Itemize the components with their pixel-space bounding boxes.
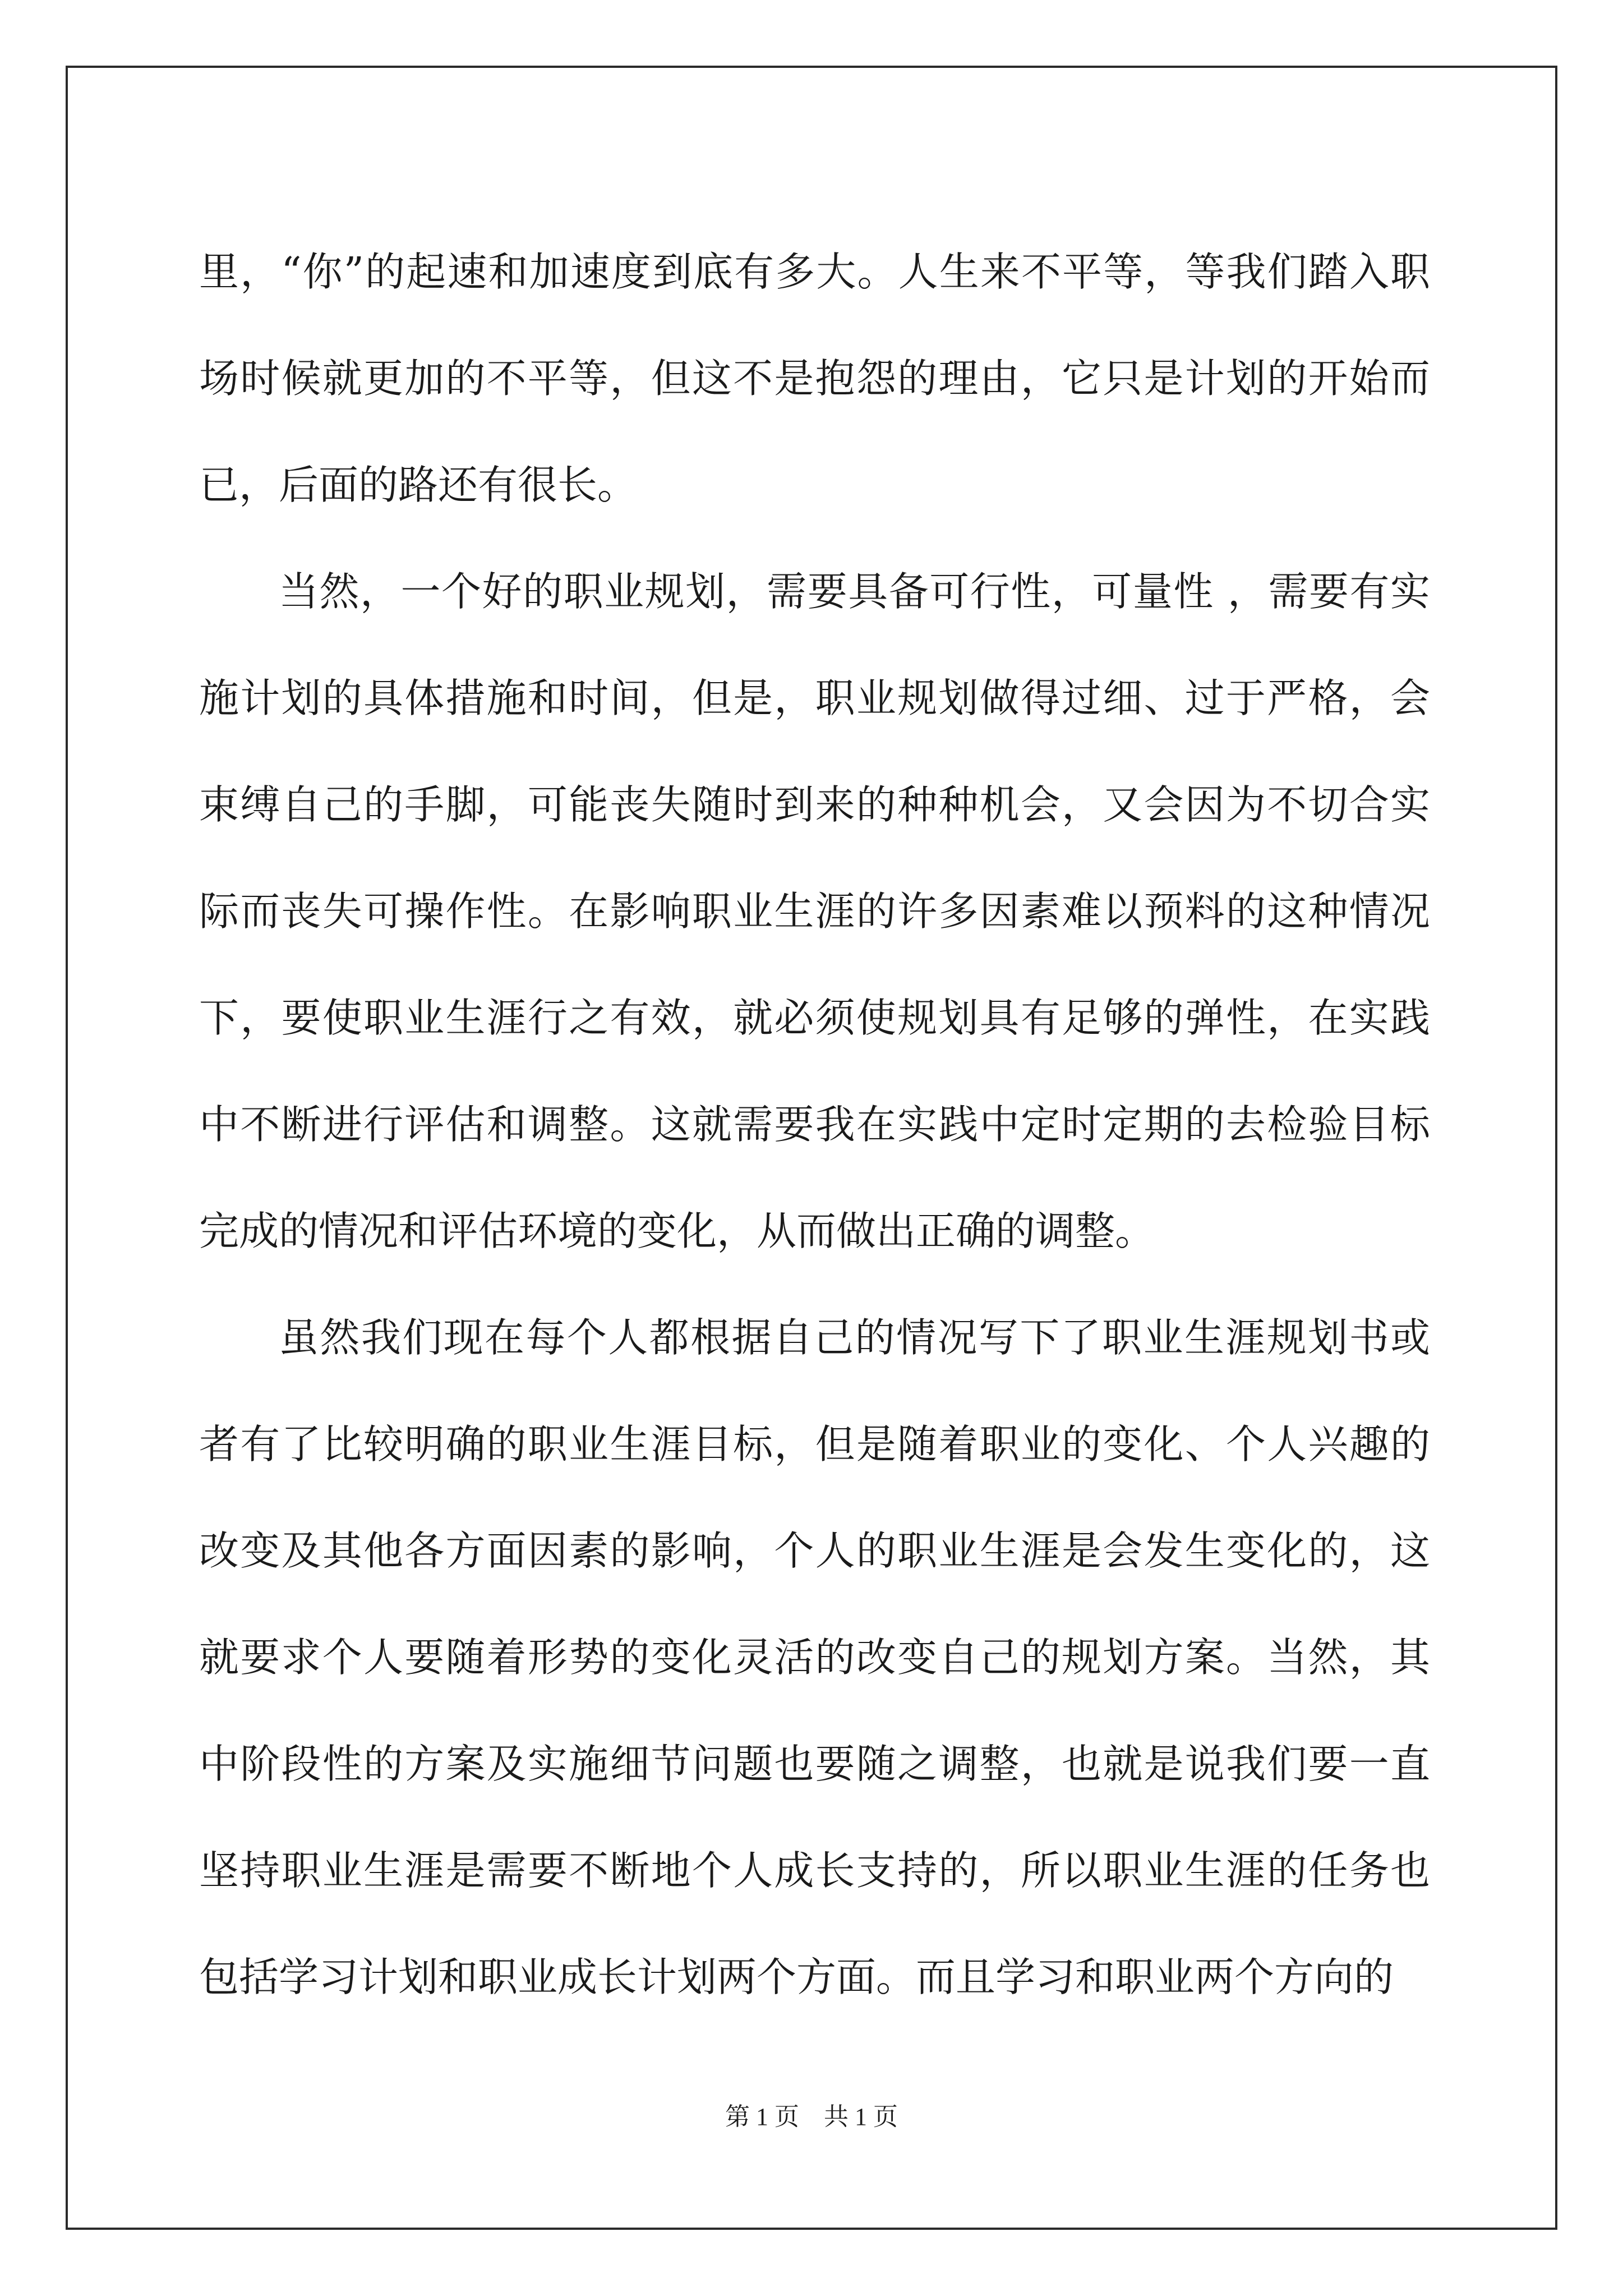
page-footer: 第 1 页 共 1 页 bbox=[725, 2103, 898, 2131]
paragraph-1: 里，“你”的起速和加速度到底有多大。人生来不平等，等我们踏入职场时候就更加的不平等，但这不是抱怨的理由，它只是计划的开始而已，后面的路还有很长。 bbox=[199, 249, 1430, 508]
paragraph-2: 当然，一个好的职业规划，需要具备可行性，可量性 ，需要有实施计划的具体措施和时间，但是，职业规划做得过细、过于严格，会束缚自己的手脚，可能丧失随时到来的种种机会，又会因为不切合实际而丧失可操作性。在影响职业生涯的许多因素难以预料的这种情况下，要使职业生涯行之有效，就必须使规划具有足够的弹性，在实践中不断进行评估和调整。这就需要我在实践中定时定期的去检验目标完成的情况和评估环境的变化，从而做出正确的调整。 bbox=[199, 568, 1430, 1254]
paragraph-3: 虽然我们现在每个人都根据自己的情况写下了职业生涯规划书或者有了比较明确的职业生涯目标，但是随着职业的变化、个人兴趣的改变及其他各方面因素的影响，个人的职业生涯是会发生变化的，这就要求个人要随着形势的变化灵活的改变自己的规划方案。当然，其中阶段性的方案及实施细节问题也要随之调整，也就是说我们要一直坚持职业生涯是需要不断地个人成长支持的，所以职业生涯的任务也包括学习计划和职业成长计划两个方面。而且学习和职业两个方向的 bbox=[199, 1314, 1430, 2000]
document-body bbox=[199, 219, 1430, 2031]
